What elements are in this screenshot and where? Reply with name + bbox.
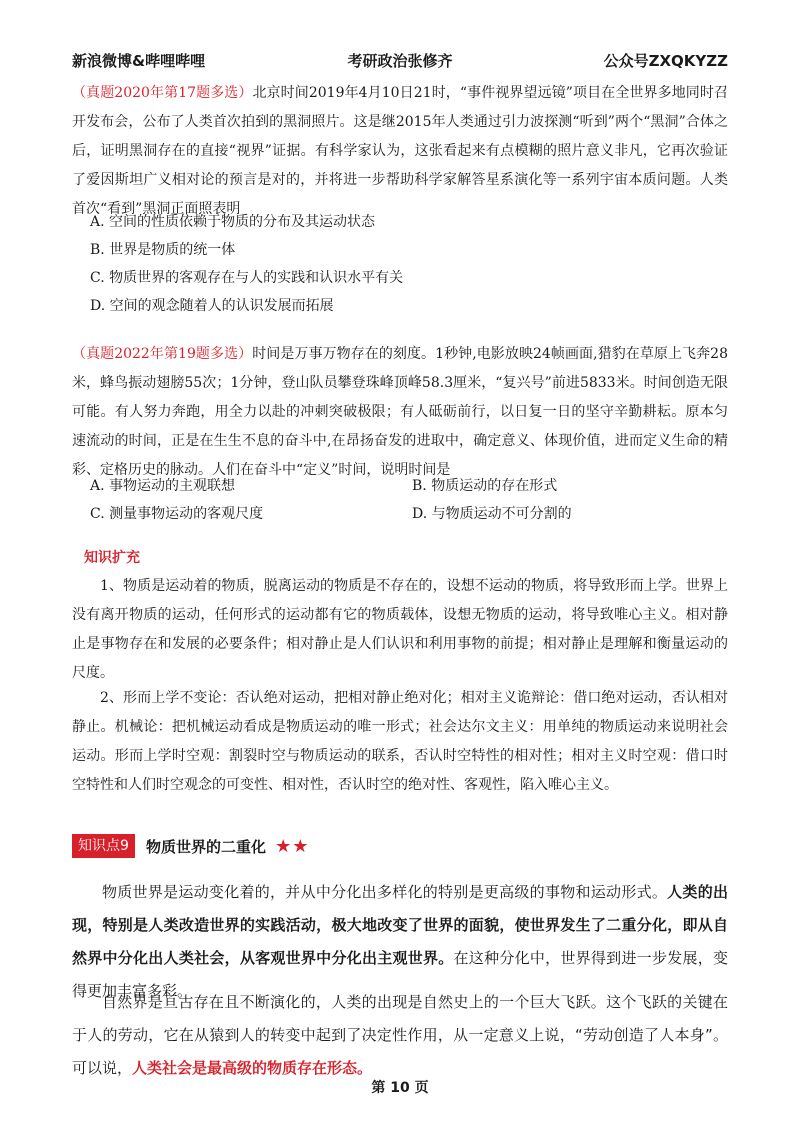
- question-2-option-a: A. 事物运动的主观联想: [90, 478, 236, 494]
- question-2-text: 时间是万事万物存在的刻度。1秒钟,电影放映24帧画面,猎豹在草原上飞奔28米，蜂鸟振动翅膀55次；1分钟，登山队员攀登珠峰顶峰58.3厘米，“复兴号”前进5833米。时间创造无限可能。有人努力奔跑，用全力以赴的冲刺突破极限；有人砥砺前行，以日复一日的坚守辛勤耕耘。原本匀速流动的时间，正是在生生不息的奋斗中,在昂扬奋发的进取中，确定意义、体现价值，进而定义生命的精彩、定格历史的脉动。人们在奋斗中“定义”时间，说明时间是: [72, 346, 728, 478]
- question-1-option-c: C. 物质世界的客观存在与人的实践和认识水平有关: [90, 270, 404, 286]
- star-rating-icon: ★★: [275, 835, 310, 857]
- page-header: [72, 50, 728, 74]
- question-2-stem: [72, 340, 728, 485]
- body-paragraph-1-tail: 在这种分化中，世界得到进一步发展，变得更加丰富多彩。: [72, 949, 728, 1000]
- expansion-title: 知识扩充: [84, 550, 140, 566]
- question-1-text: 北京时间2019年4月10日21时，“事件视界望远镜”项目在全世界多地同时召开发布会，公布了人类首次拍到的黑洞照片。这是继2015年人类通过引力波探测“听到”两个“黑洞”合体之后，证明黑洞存在的直接“视界”证据。有科学家认为，这张看起来有点模糊的照片意义非凡，它再次验证了爱因斯坦广义相对论的预言是对的，并将进一步帮助科学家解答星系演化等一系列宇宙本质问题。人类首次“看到”黑洞正面照表明: [72, 85, 728, 217]
- expansion-paragraph-2: 2、形而上学不变论：否认绝对运动，把相对静止绝对化；相对主义诡辩论：借口绝对运动，否认相对静止。机械论：把机械运动看成是物质运动的唯一形式；社会达尔文主义：用单纯的物质运动来说明社会运动。形而上学时空观：割裂时空与物质运动的联系，否认时空特性的相对性；相对主义时空观：借口时空特性和人们时空观念的可变性、相对性，否认时空的绝对性、客观性，陷入唯心主义。: [72, 690, 728, 793]
- header-center: 考研政治张修齐: [347, 52, 453, 70]
- knowledge-point-title: 物质世界的二重化: [146, 837, 267, 856]
- header-left: 新浪微博&哔哩哔哩: [72, 52, 206, 70]
- page-number: 第 10 页: [371, 1080, 429, 1096]
- question-1-option-d: D. 空间的观念随着人的认识发展而拓展: [90, 298, 334, 314]
- question-2-option-c: C. 测量事物运动的客观尺度: [90, 506, 264, 522]
- knowledge-point-heading: [72, 834, 309, 860]
- body-paragraph-2-plain: 自然界是亘古存在且不断演化的，人类的出现是自然史上的一个巨大飞跃。这个飞跃的关键在于人的劳动，它在从猿到人的转变中起到了决定性作用，从一定意义上说，“劳动创造了人本身”。可以说，: [72, 993, 728, 1077]
- question-2-option-d: D. 与物质运动不可分割的: [412, 506, 572, 522]
- question-1-option-a: A. 空间的性质依赖于物质的分布及其运动状态: [90, 214, 376, 230]
- body-paragraph-2: [72, 986, 728, 1085]
- question-2-tag: （真题2022年第19题多选）: [72, 346, 253, 362]
- question-1-tag: （真题2020年第17题多选）: [72, 85, 253, 101]
- knowledge-point-tag: 知识点9: [72, 834, 135, 858]
- expansion-paragraph-1: 1、物质是运动着的物质，脱离运动的物质是不存在的，设想不运动的物质，将导致形而上学。世界上没有离开物质的运动，任何形式的运动都有它的物质载体，设想无物质的运动，将导致唯心主义。相对静止是事物存在和发展的必要条件；相对静止是人们认识和利用事物的前提；相对静止是理解和衡量运动的尺度。: [72, 578, 728, 681]
- body-paragraph-1-plain: 物质世界是运动变化着的，并从中分化出多样化的特别是更高级的事物和运动形式。: [102, 883, 668, 901]
- question-2-option-b: B. 物质运动的存在形式: [412, 478, 558, 494]
- body-paragraph-1-bold: 人类的出现，特别是人类改造世界的实践活动，极大地改变了世界的面貌，使世界发生了二重分化，即从自然界中分化出人类社会，从客观世界中分化出主观世界。: [72, 883, 728, 967]
- question-1-option-b: B. 世界是物质的统一体: [90, 242, 236, 258]
- body-paragraph-2-highlight: 人类社会是最高级的物质存在形态。: [132, 1059, 373, 1077]
- header-right: 公众号ZXQKYZZ: [603, 52, 728, 70]
- question-1-stem: [72, 79, 728, 224]
